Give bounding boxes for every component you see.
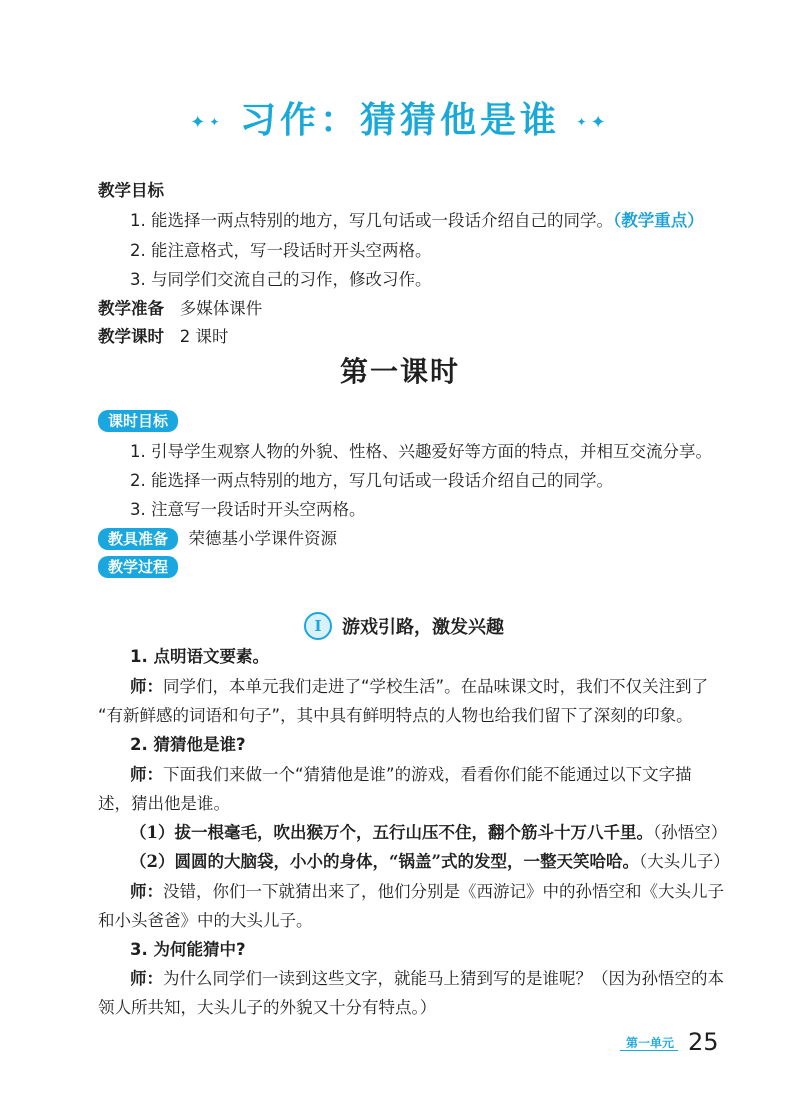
hours-line: [98, 326, 229, 348]
teacher-label: 师：: [130, 677, 163, 696]
paragraph-line: 和小头爸爸》中的大头儿子。: [98, 911, 313, 930]
section-heading: [304, 612, 504, 640]
paragraph-line: [130, 968, 724, 990]
step-heading: 1. 点明语文要素。: [130, 647, 269, 666]
objective-text: 1. 能选择一两点特别的地方，写几句话或一段话介绍自己的同学。: [130, 211, 613, 230]
hours-value: 2 课时: [179, 327, 229, 346]
paragraph-text: 没错，你们一下就猜出来了，他们分别是《西游记》中的孙悟空和《大头儿子: [163, 882, 724, 901]
teacher-label: 师：: [130, 882, 163, 901]
process-row: [98, 556, 178, 578]
paragraph-line: [130, 764, 692, 786]
objective-item: 3. 与同学们交流自己的习作，修改习作。: [130, 270, 432, 289]
riddle-answer: （孙悟空）: [652, 823, 728, 842]
riddle-answer: （大头儿子）: [638, 852, 730, 871]
riddle-text: （2）圆圆的大脑袋，小小的身体，“锅盖”式的发型，一整天笑哈哈。: [130, 852, 639, 871]
paragraph-text: 同学们，本单元我们走进了“学校生活”。在品味课文时，我们不仅关注到了: [163, 677, 709, 696]
paragraph-line: 领人所共知，大头儿子的外貌又十分有特点。）: [98, 998, 437, 1017]
teacher-label: 师：: [130, 765, 163, 784]
page-number: 25: [688, 1028, 719, 1056]
page-title: 习作：猜猜他是谁: [239, 100, 560, 141]
riddle-line: [130, 851, 730, 873]
tools-row: [98, 528, 337, 550]
hours-label: 教学课时: [98, 327, 164, 346]
riddle-line: [130, 822, 727, 844]
prep-label: 教学准备: [98, 299, 164, 318]
footer-unit-label: 第一单元: [626, 1036, 675, 1050]
goal-item: 1. 引导学生观察人物的外貌、性格、兴趣爱好等方面的特点，并相互交流分享。: [130, 442, 712, 461]
teacher-label: 师：: [130, 969, 163, 988]
sparkle-icon: ✦: [590, 111, 610, 133]
focus-note: （教学重点）: [613, 211, 704, 230]
section-number-badge: I: [304, 612, 332, 640]
step-heading: 3. 为何能猜中?: [130, 940, 246, 959]
sparkle-icon: ✦: [209, 115, 224, 129]
goal-item: 3. 注意写一段话时开头空两格。: [130, 500, 366, 519]
tools-tag: 教具准备: [98, 528, 178, 550]
section-title: 游戏引路，激发兴趣: [342, 617, 504, 638]
tools-value: 荣德基小学课件资源: [188, 529, 338, 548]
objectives-heading: 教学目标: [98, 181, 164, 200]
prep-line: [98, 298, 262, 320]
step-heading: 2. 猜猜他是谁?: [130, 735, 246, 754]
lesson-goals-tag-row: [98, 410, 178, 432]
lesson-goals-tag: 课时目标: [98, 410, 178, 432]
paragraph-line: [130, 676, 708, 698]
objective-item: 2. 能注意格式，写一段话时开头空两格。: [130, 241, 432, 260]
goal-item: 2. 能选择一两点特别的地方，写几句话或一段话介绍自己的同学。: [130, 471, 613, 490]
objective-item: [130, 210, 704, 232]
sparkle-icon: ✦: [576, 115, 591, 129]
riddle-text: （1）拔一根毫毛，吹出猴万个，五行山压不住，翻个筋斗十万八千里。: [130, 823, 653, 842]
paragraph-line: “有新鲜感的词语和句子”，其中具有鲜明特点的人物也给我们留下了深刻的印象。: [98, 706, 693, 725]
paragraph-line: [130, 881, 724, 903]
lesson-title: 第一课时: [339, 355, 460, 388]
footer-rule: [620, 1050, 678, 1051]
paragraph-line: 述，猜出他是谁。: [98, 794, 230, 813]
paragraph-text: 下面我们来做一个“猜猜他是谁”的游戏，看看你们能不能通过以下文字描: [163, 765, 692, 784]
paragraph-text: 为什么同学们一读到这些文字，就能马上猜到写的是谁呢？（因为孙悟空的本: [163, 969, 724, 988]
page-title-row: [0, 92, 800, 143]
process-tag: 教学过程: [98, 556, 178, 578]
prep-value: 多媒体课件: [179, 299, 263, 318]
sparkle-icon: ✦: [190, 111, 210, 133]
